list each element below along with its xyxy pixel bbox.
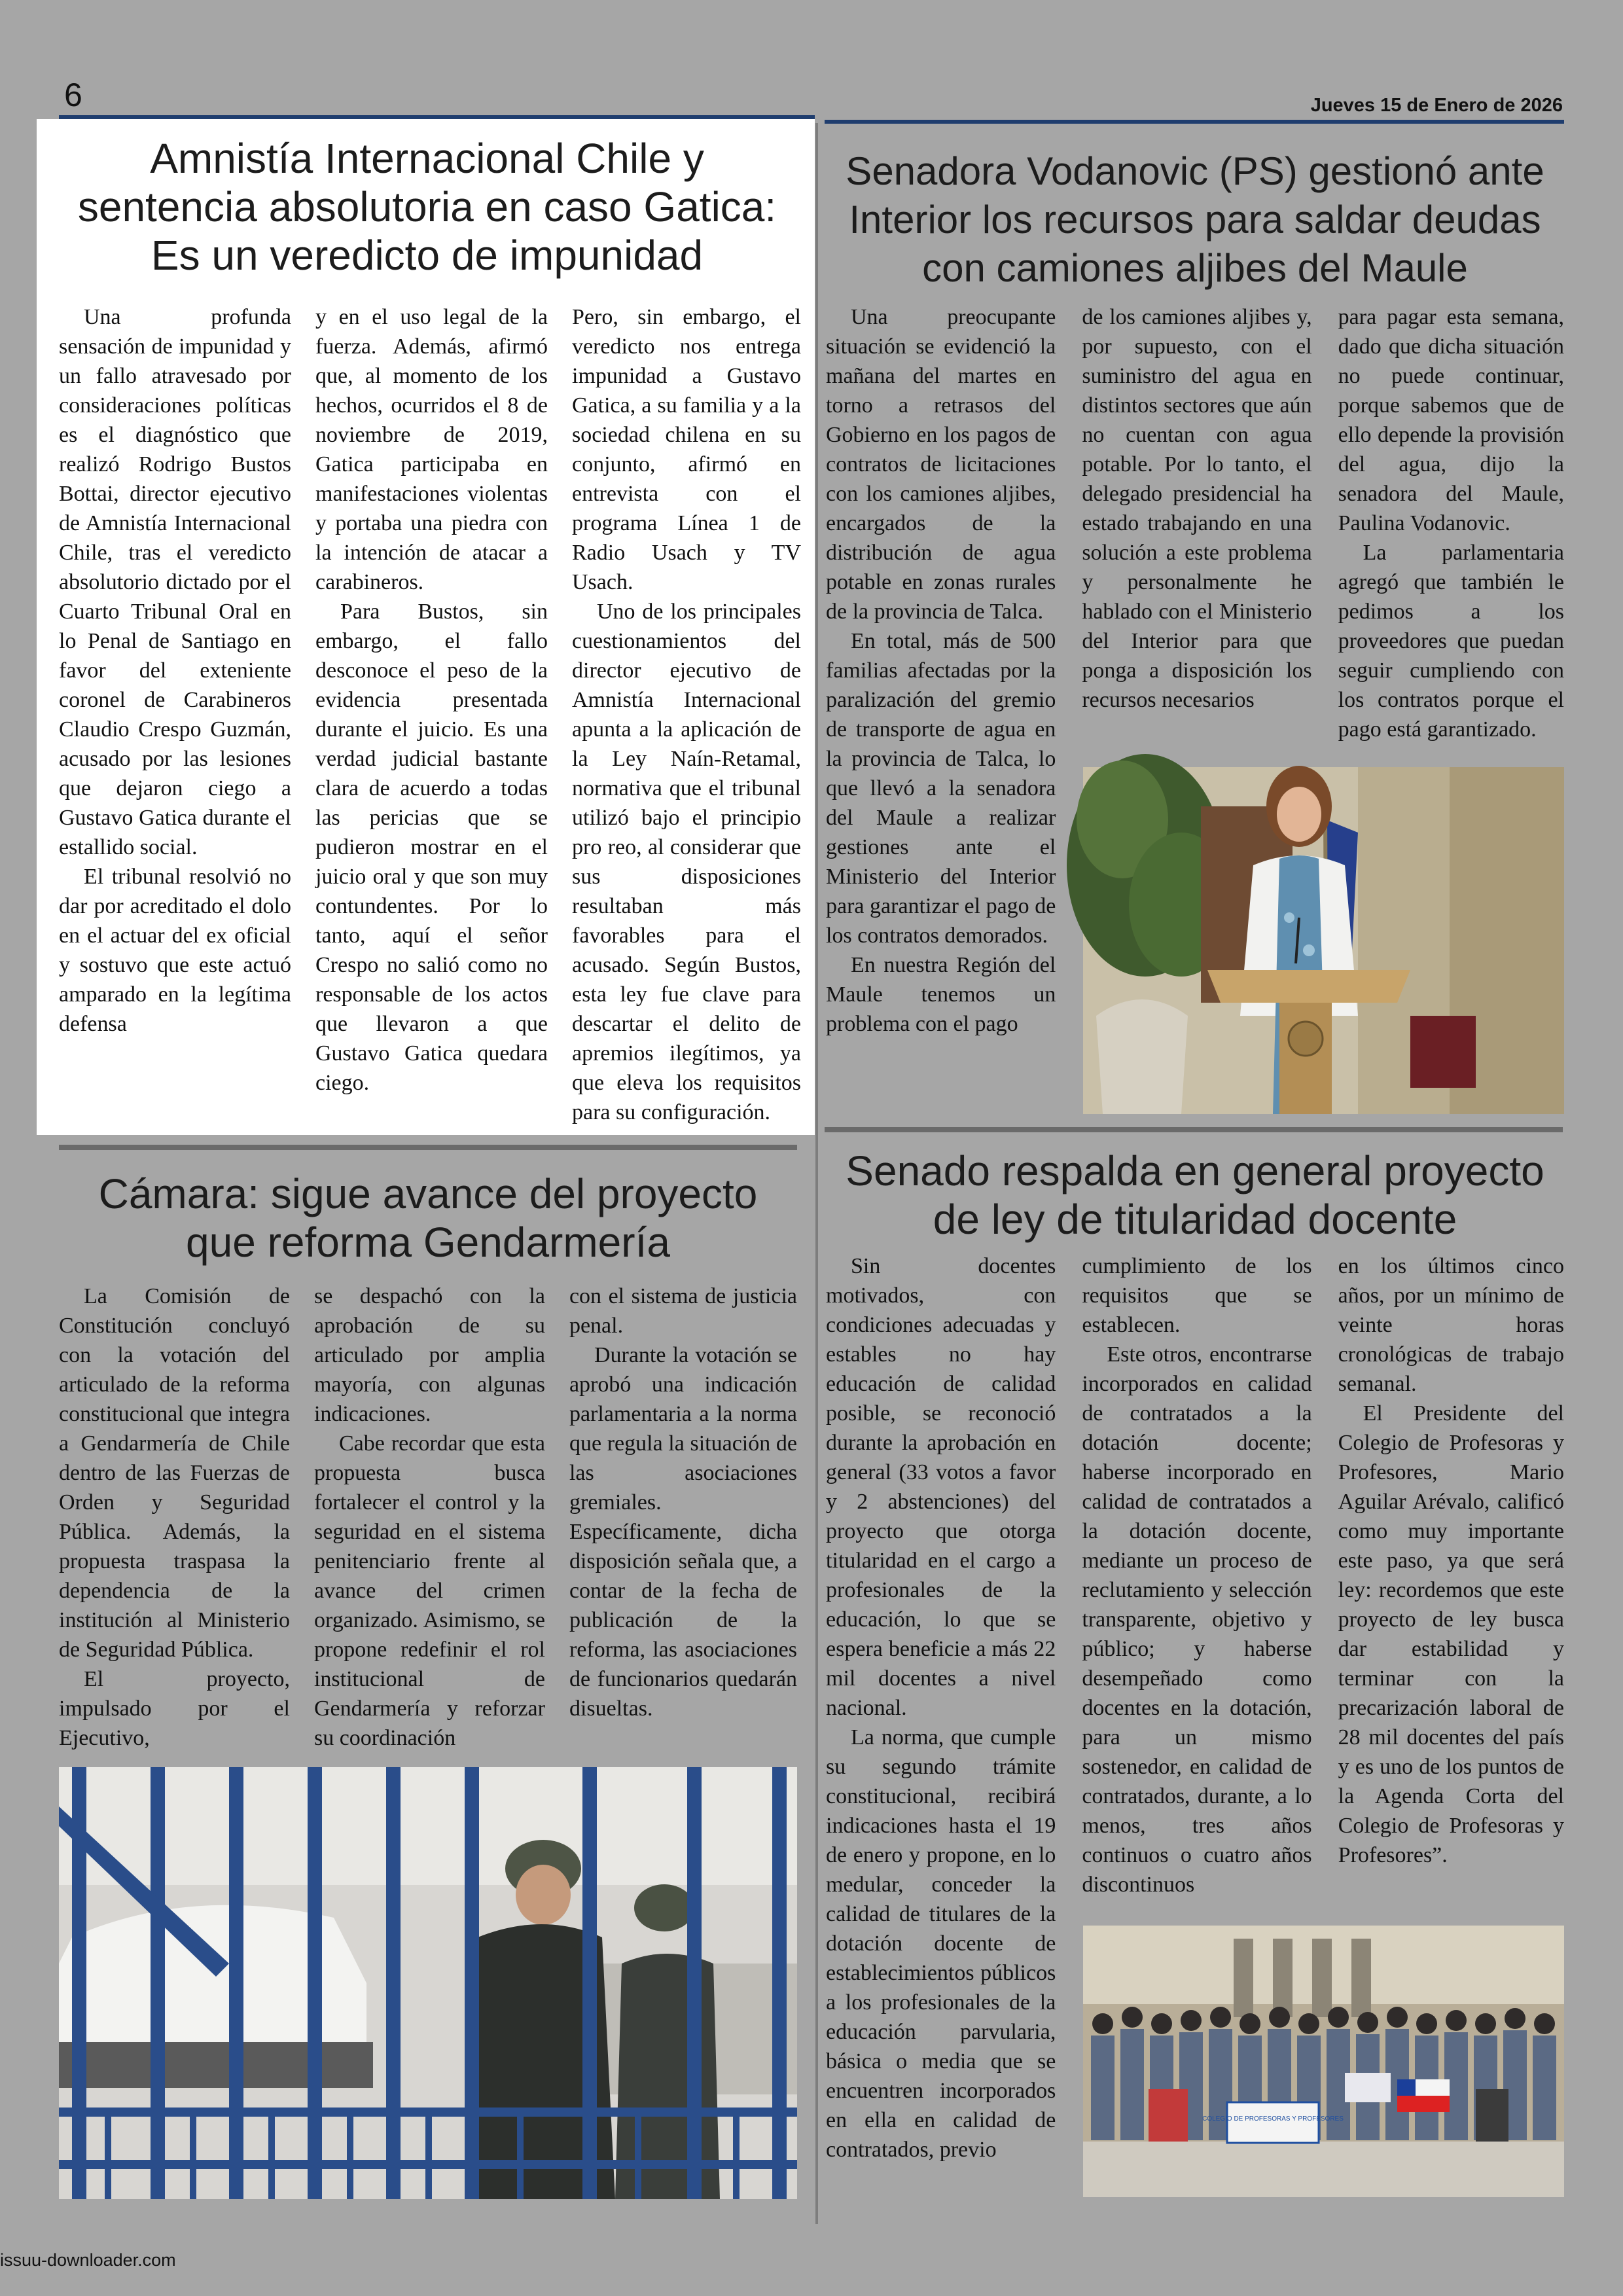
header-rule-left bbox=[59, 115, 815, 119]
section-rule-right bbox=[825, 1127, 1563, 1132]
article-gendarmeria-col-1: La Comisión de Constitución concluyó con la votación del articulado de la reforma constitucional que integra a Gendarmería de Chile dentro de las Fuerzas de Orden y Seguridad Pública. Además, la propuesta traspasa la dependencia de la institución al Ministerio de Seguridad Pública. El proyecto, impulsado por el Ejecutivo, bbox=[59, 1284, 290, 1750]
article-gendarmeria-col-2: se despachó con la aprobación de su articulado por amplia mayoría, con algunas indicaciones. Cabe recordar que esta propuesta busca fortalecer el control y la seguridad en el sistema penitenciario frente al avance del crimen organizado. Asimismo, se propone redefinir el rol institucional de Gendarmería y reforzar su coordinación bbox=[313, 1284, 545, 1750]
article-gendarmeria-col-3: con el sistema de justicia penal. Durante la votación se aprobó una indicación parlamentaria a la norma que regula la situación de las asociaciones gremiales. Específicamente, dicha disposición señala que, a contar de la fecha de publicación de la reforma, las asociaciones de funcionarios quedarán disueltas. bbox=[569, 1284, 797, 1721]
header-rule-right bbox=[825, 120, 1564, 124]
article-vodanovic-title: Senadora Vodanovic (PS) gestionó ante Interior los recursos para saldar deudas con camiones aljibes del Maule bbox=[846, 149, 1544, 290]
article-senado-col-1: Sin docentes motivados, con condiciones adecuadas y estables no hay educación de calidad posible, se reconoció durante la aprobación en general (33 votos a favor y 2 abstenciones) del proyecto que otorga titularidad en el cargo a profesionales de la educación, lo que se espera beneficie a más 22 mil docentes a nivel nacional. La norma, que cumple su segundo trámite constitucional, recibirá indicaciones hasta el 19 de enero y propone, en lo medular, conceder la calidad de titulares de la dotación docente de establecimientos públicos a los profesionales de la educación parvularia, básica o media que se encuentren incorporados en ella en calidad de contratados, previo bbox=[826, 1254, 1056, 2162]
teachers-group-photo bbox=[1083, 1926, 1564, 2197]
section-rule-left bbox=[59, 1145, 797, 1150]
article-amnistia-col-2: y en el uso legal de la fuerza. Además, afirmó que, al momento de los hechos, ocurridos el 8 de noviembre de 2019, Gatica participaba en manifestaciones violentas y portaba una piedra con la intención de atacar a carabineros. Para Bustos, sin embargo, el fallo desconoce el peso de la evidencia presentada durante el juicio. Es una verdad judicial bastante clara de acuerdo a todas las pericias que se pudieron mostrar en el juicio oral y que son muy contundentes. Por lo tanto, aquí el señor Crespo no salió como no responsable de los actos que llevaron a que Gustavo Gatica quedara ciego. bbox=[315, 305, 548, 1095]
article-senado-col-3: en los últimos cinco años, por un mínimo de veinte horas cronológicas de trabajo semanal. El Presidente del Colegio de Profesoras y Profesores, Mario Aguilar Arévalo, calificó como muy importante este paso, ya que será ley: recordemos que este proyecto de ley busca dar estabilidad y terminar con la precarización laboral de 28 mil docentes del país y es uno de los puntos de la Agenda Corta del Colegio de Profesoras y Profesores”. bbox=[1338, 1254, 1564, 1867]
article-vodanovic-col-2: de los camiones aljibes y, por supuesto, con el suministro del agua en distintos sectores que aún no cuentan con agua potable. Por lo tanto, el delegado presidencial ha estado trabajando en una solución a este problema y personalmente he hablado con el Ministerio del Interior para que ponga a disposición los recursos necesarios bbox=[1082, 305, 1312, 712]
article-senado-title: Senado respalda en general proyecto de ley de titularidad docente bbox=[846, 1147, 1544, 1243]
page-number: 6 bbox=[64, 77, 82, 113]
article-amnistia-col-1: Una profunda sensación de impunidad y un fallo atravesado por consideraciones políticas es el diagnóstico que realizó Rodrigo Bustos Bottai, director ejecutivo de Amnistía Internacional Chile, tras el veredicto absolutorio dictado por el Cuarto Tribunal Oral en lo Penal de Santiago en favor del exteniente coronel de Carabineros Claudio Crespo Guzmán, acusado por las lesiones que dejaron ciego a Gustavo Gatica durante el estallido social. El tribunal resolvió no dar por acreditado el dolo en el actuar del ex oficial y sostuvo que este actuó amparado en la legítima defensa bbox=[59, 305, 291, 1036]
banner-text-line: COLEGIO DE PROFESORAS Y PROFESORES bbox=[1202, 2115, 1344, 2123]
senator-photo bbox=[1083, 767, 1564, 1114]
article-amnistia-title: Amnistía Internacional Chile y sentencia absolutoria en caso Gatica: Es un veredicto de impunidad bbox=[77, 135, 777, 279]
page-date: Jueves 15 de Enero de 2026 bbox=[1310, 95, 1563, 116]
source-footer: issuu-downloader.com bbox=[0, 2250, 176, 2270]
column-divider bbox=[815, 123, 818, 2224]
article-senado-col-2: cumplimiento de los requisitos que se establecen. Este otros, encontrarse incorporados en calidad de contratados a la dotación docente; haberse incorporado en calidad de contratados a la dotación docente, mediante un proceso de reclutamiento y selección transparente, objetivo y público; y haberse desempeñado como docentes en la dotación, para un mismo sostenedor, en calidad de contratados, durante, a lo menos, tres años continuos o cuatro años discontinuos bbox=[1082, 1254, 1312, 1897]
article-vodanovic-col-1: Una preocupante situación se evidenció la mañana del martes en torno a retrasos del Gobierno en los pagos de contratos de licitaciones con los camiones aljibes, encargados de la distribución de agua potable en zonas rurales de la provincia de Talca. En total, más de 500 familias afectadas por la paralización del gremio de transporte de agua en la provincia de Talca, lo que llevó a la senadora del Maule a realizar gestiones ante el Ministerio del Interior para garantizar el pago de los contratos demorados. En nuestra Región del Maule tenemos un problema con el pago bbox=[826, 305, 1056, 1036]
article-vodanovic-col-3: para pagar esta semana, dado que dicha situación no puede continuar, porque sabemos que de ello depende la provisión del agua, dijo la senadora del Maule, Paulina Vodanovic. La parlamentaria agregó que también le pedimos a los proveedores que puedan seguir cumpliendo con los contratos porque el pago está garantizado. bbox=[1338, 305, 1564, 742]
article-amnistia-col-3: Pero, sin embargo, el veredicto nos entrega impunidad a Gustavo Gatica, a su familia y a la sociedad chilena en su conjunto, afirmó en entrevista con el programa Línea 1 de Radio Usach y TV Usach. Uno de los principales cuestionamientos del director ejecutivo de Amnistía Internacional apunta a la aplicación de la Ley Naín-Retamal, normativa que el tribunal utilizó bajo el principio pro reo, al considerar que sus disposiciones resultaban más favorables para el acusado. Según Bustos, esta ley fue clave para descartar el delito de apremios ilegítimos, ya que eleva los requisitos para su configuración. bbox=[572, 305, 801, 1124]
prison-guards-photo bbox=[59, 1767, 797, 2199]
article-amnistia-body bbox=[59, 302, 805, 1124]
article-gendarmeria-title: Cámara: sigue avance del proyecto que reforma Gendarmería bbox=[98, 1170, 758, 1266]
article-gendarmeria-body bbox=[59, 1282, 797, 1763]
